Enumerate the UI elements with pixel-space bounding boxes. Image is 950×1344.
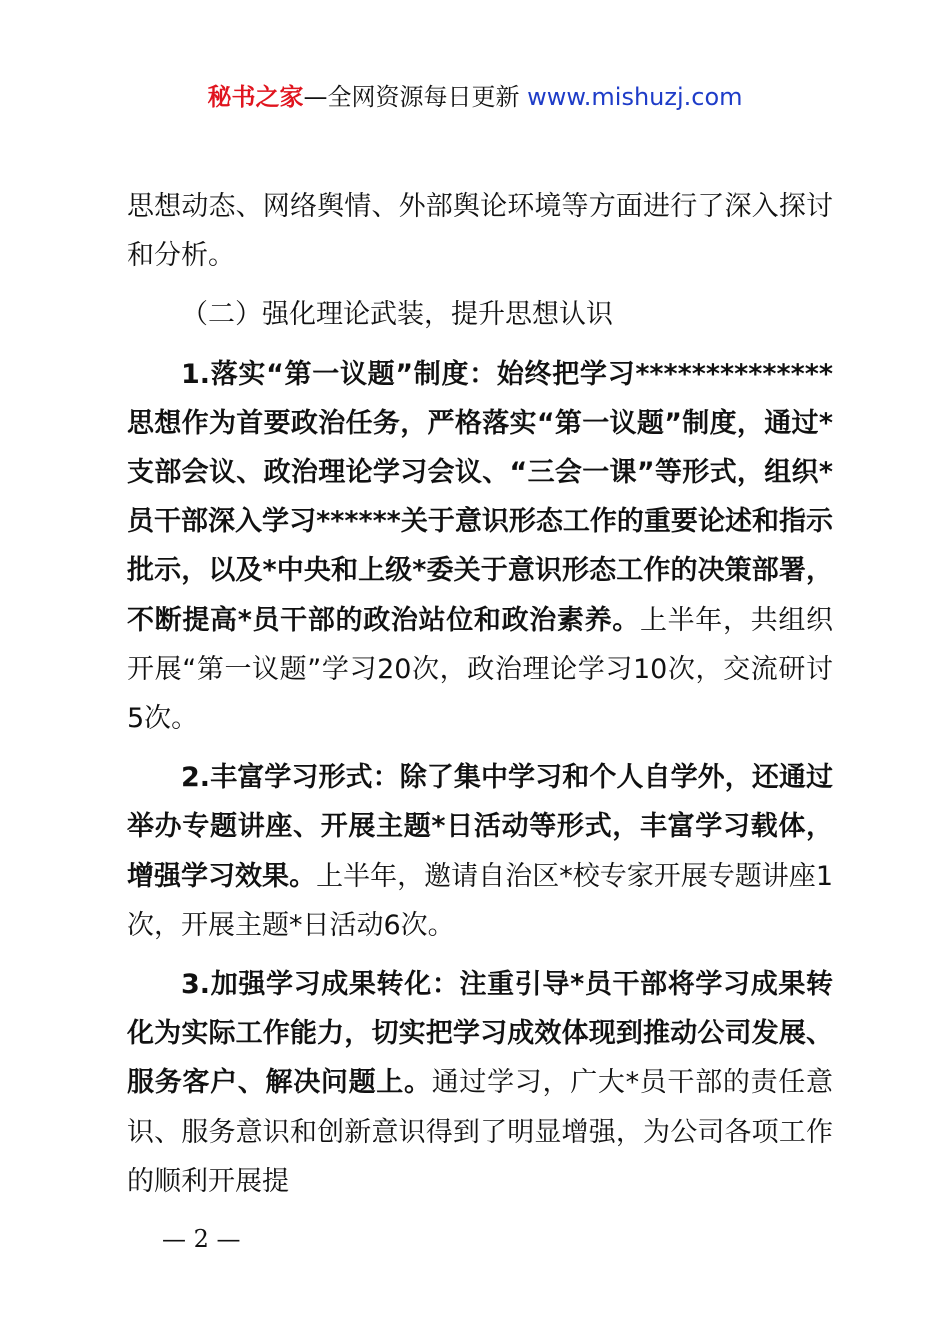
paragraph-item-2 [127, 753, 833, 950]
header-tagline: —全网资源每日更新 [303, 83, 520, 111]
item-1-detail: 上半年，共组织开展“第一议题”学习20次，政治理论学习10次，交流研讨5次。 [127, 604, 834, 735]
paragraph-item-3 [127, 960, 833, 1206]
brand-name: 秘书之家 [207, 83, 304, 111]
item-2-lead: 2.丰富学习形式：除了集中学习和个人自学外，还通过举办专题讲座、开展主题*日活动等形式，丰富学习载体，增强学习效果。 [127, 762, 833, 892]
item-2-detail: 上半年，邀请自治区*校专家开展专题讲座1次，开展主题*日活动6次。 [127, 860, 833, 941]
paragraph-item-1 [127, 350, 833, 744]
page-header [0, 80, 950, 114]
document-body [127, 182, 833, 1216]
section-heading: （二）强化理论武装，提升思想认识 [181, 299, 613, 331]
item-3-detail: 通过学习，广大*员干部的责任意识、服务意识和创新意识得到了明显增强，为公司各项工作的顺利开展提 [127, 1067, 834, 1197]
paragraph-continuation: 思想动态、网络舆情、外部舆论环境等方面进行了深入探讨和分析。 [127, 191, 833, 272]
site-url[interactable]: www.mishuzj.com [527, 83, 743, 111]
item-1-lead: 1.落实“第一议题”制度：始终把学习**************思想作为首要政治任务，严格落实“第一议题”制度，通过*支部会议、政治理论学习会议、“三会一课”等形式，组织*员干部深入学习******关于意识形态工作的重要论述和指示批示，以及*中央和上级*委关于意识形态工作的决策部署，不断提高*员干部的政治站位和政治素养。 [127, 358, 833, 636]
page-number: — 2 — [162, 1225, 241, 1253]
item-3-lead: 3.加强学习成果转化：注重引导*员干部将学习成果转化为实际工作能力，切实把学习成效体现到推动公司发展、服务客户、解决问题上。 [127, 969, 833, 1099]
